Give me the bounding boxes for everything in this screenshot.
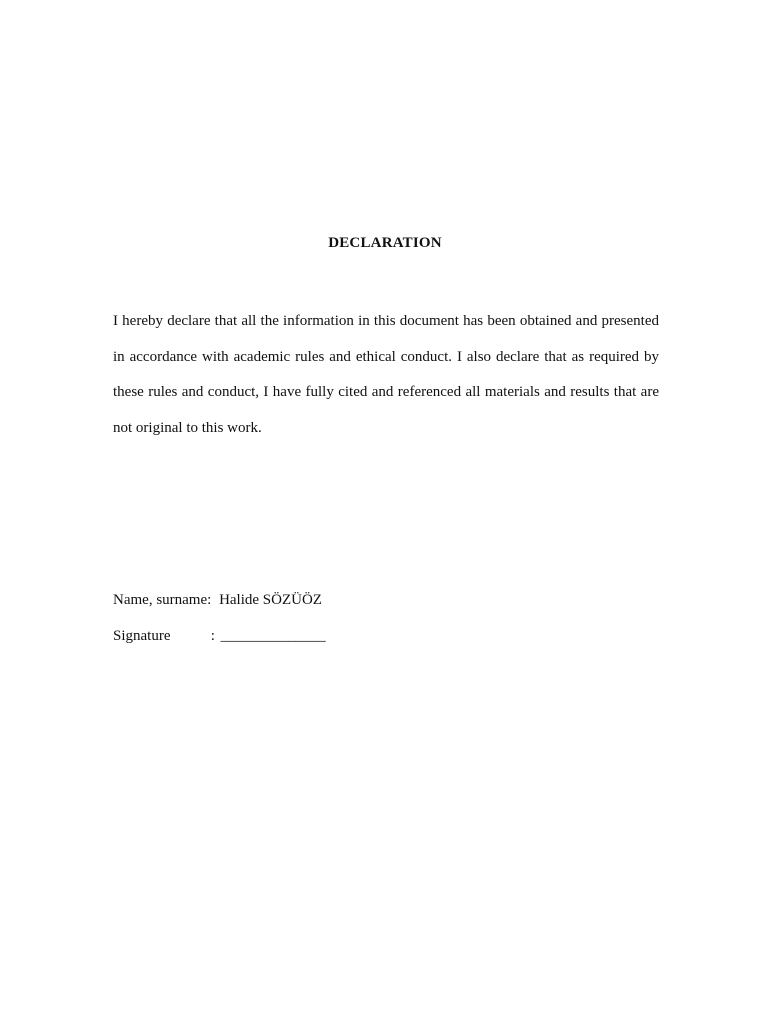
signature-row [113, 628, 326, 645]
signature-label: Signature [113, 628, 171, 644]
name-label: Name, surname: [113, 592, 212, 608]
page-title: DECLARATION [328, 235, 442, 251]
name-value: Halide SÖZÜÖZ [219, 592, 322, 608]
declaration-paragraph: I hereby declare that all the information in this document has been obtained and presented in accordance with academic rules and ethical conduct. I also declare that as required by these rules and conduct, I have fully cited and referenced all materials and results that are not original to this work. [113, 313, 659, 436]
name-row [113, 592, 322, 609]
signature-colon: : [210, 628, 215, 644]
signature-line: ______________ [220, 628, 326, 644]
